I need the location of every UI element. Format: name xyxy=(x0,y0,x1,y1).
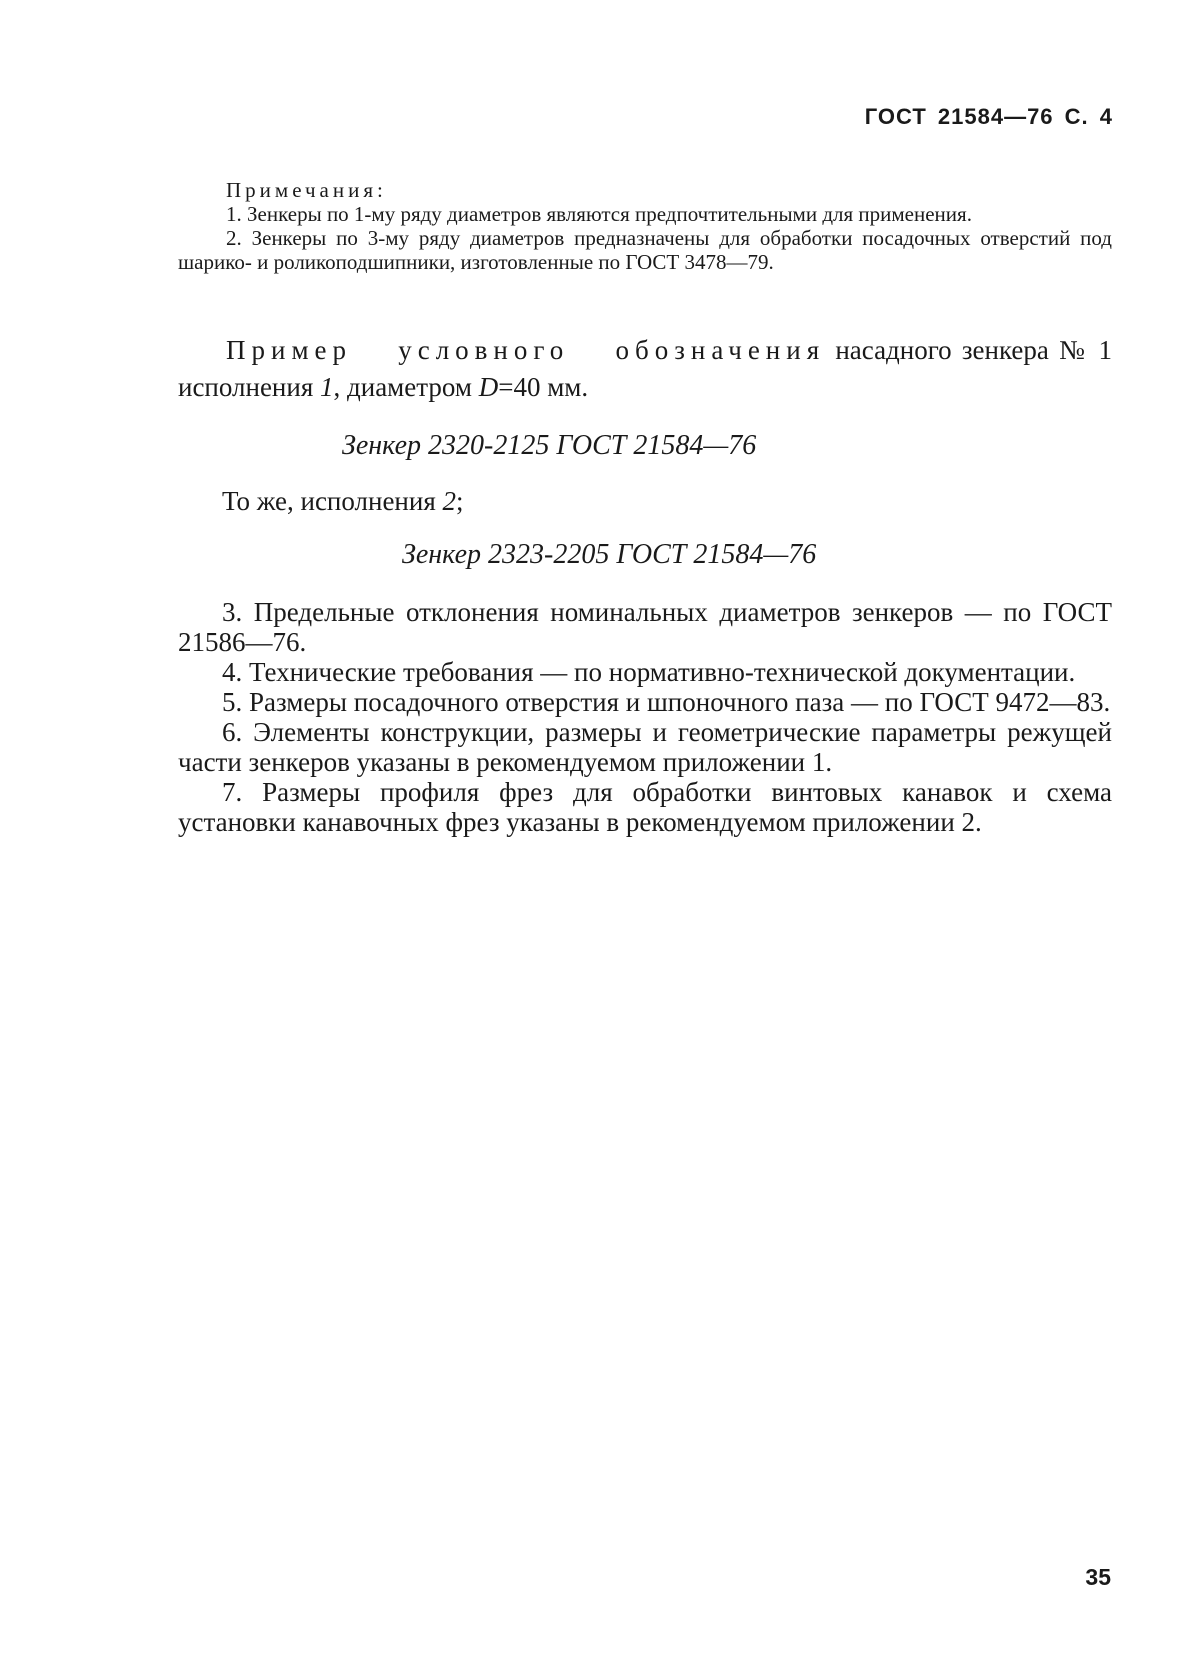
main-text xyxy=(178,332,1112,837)
diameter-symbol: D xyxy=(478,372,499,402)
requirement-item-7: 7. Размеры профиля фрез для обработки винтовых канавок и схема установки канавочных фрез указаны в рекомендуемом приложении 2. xyxy=(178,777,1112,837)
running-header: ГОСТ 21584—76 С. 4 xyxy=(864,104,1113,129)
same-prefix: То же, исполнения xyxy=(222,486,443,516)
page-number: 35 xyxy=(1085,1564,1111,1590)
requirements-list xyxy=(178,597,1112,837)
requirement-item-3: 3. Предельные отклонения номинальных диаметров зенкеров — по ГОСТ 21586—76. xyxy=(178,597,1112,657)
execution-number-1: 1 xyxy=(320,372,334,402)
note-item-2: 2. Зенкеры по 3-му ряду диаметров предназначены для обработки посадочных отверстий под шарико- и роликоподшипники, изготовленные по ГОСТ 3478—79. xyxy=(178,226,1112,274)
notes-title: Примечания: xyxy=(226,178,387,202)
same-execution-line xyxy=(178,486,1112,517)
execution-number-2: 2 xyxy=(442,486,456,516)
requirement-item-6: 6. Элементы конструкции, размеры и геометрические параметры режущей части зенкеров указаны в рекомендуемом приложении 1. xyxy=(178,717,1112,777)
requirement-item-4: 4. Технические требования — по нормативно-технической документации. xyxy=(222,657,1076,687)
requirement-item-5: 5. Размеры посадочного отверстия и шпоночного паза — по ГОСТ 9472—83. xyxy=(222,687,1111,717)
example-lead: Пример условного обозначения xyxy=(226,335,826,365)
note-item-1: 1. Зенкеры по 1-му ряду диаметров являются предпочтительными для применения. xyxy=(226,202,972,226)
same-suffix: ; xyxy=(456,486,464,516)
designation-2: Зенкер 2323-2205 ГОСТ 21584—76 xyxy=(402,539,817,570)
example-text-c: =40 мм. xyxy=(498,372,589,402)
example-text-b: , диаметром xyxy=(333,372,479,402)
designation-1: Зенкер 2320-2125 ГОСТ 21584—76 xyxy=(342,430,757,461)
notes-block xyxy=(178,178,1112,274)
designation-example-paragraph xyxy=(178,332,1112,406)
example-text-a: насадного зенкера № 1 исполнения xyxy=(178,335,1112,402)
